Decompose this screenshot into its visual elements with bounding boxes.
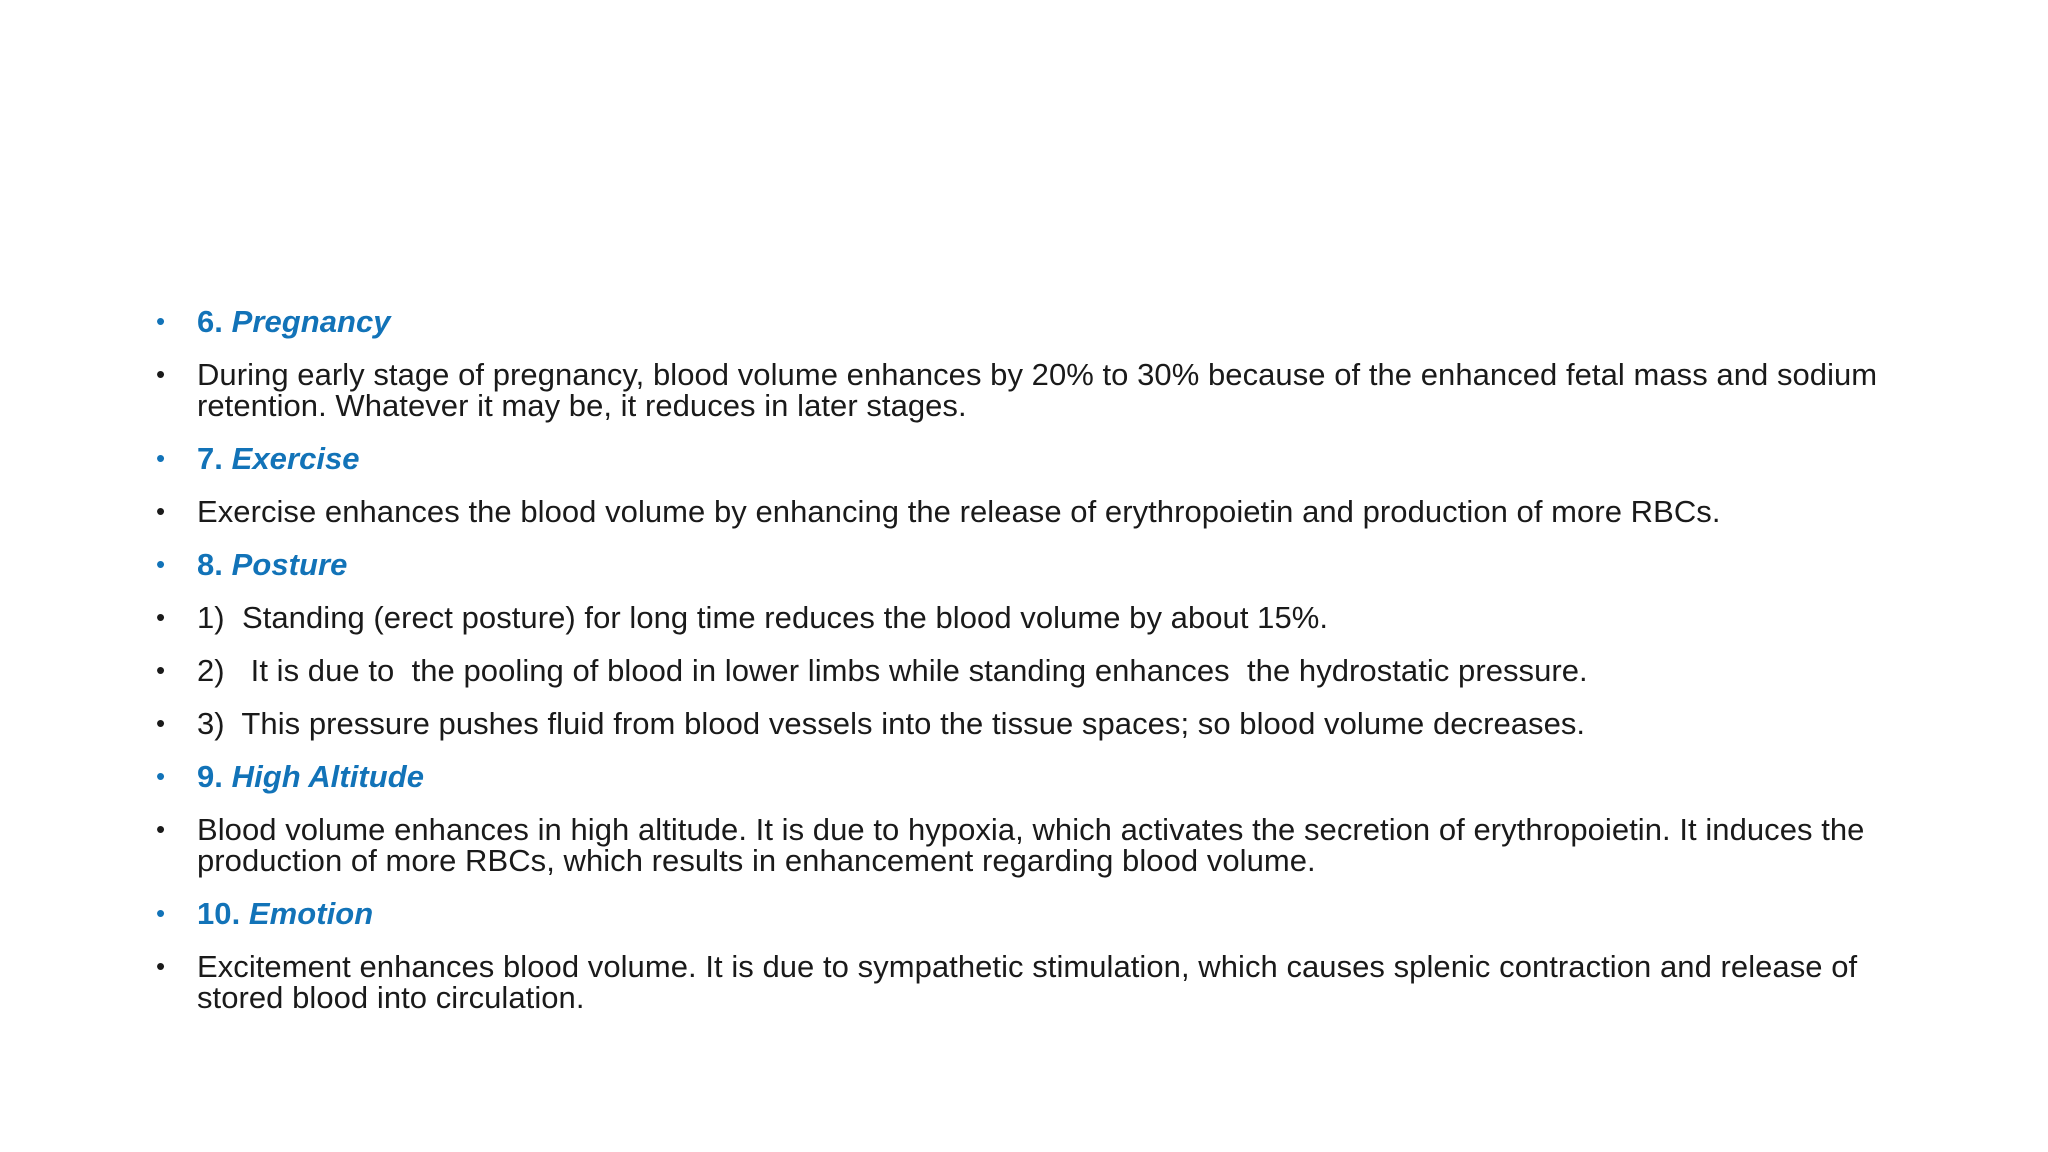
list-item-text: 2) It is due to the pooling of blood in lower limbs while standing enhances the hydrostatic pressure. (197, 653, 1588, 688)
list-item-text: Excitement enhances blood volume. It is due to sympathetic stimulation, which causes splenic contraction and release of stored blood into circulation. (197, 949, 1858, 1015)
heading-number: 8. (197, 547, 223, 582)
list-item-heading-exercise (150, 443, 1930, 474)
heading-topic: Exercise (231, 441, 360, 476)
heading-number: 10. (197, 896, 241, 931)
list-item (150, 602, 1930, 633)
list-item-text: 1) Standing (erect posture) for long time reduces the blood volume by about 15%. (197, 600, 1329, 635)
bullet-icon: • (156, 496, 166, 526)
list-item-heading-emotion (150, 898, 1930, 929)
heading-topic: Posture (231, 547, 348, 582)
bullet-icon: • (156, 443, 166, 473)
heading-topic: Emotion (248, 896, 374, 931)
heading-topic: High Altitude (231, 759, 424, 794)
bullet-icon: • (156, 655, 166, 685)
list-item (150, 708, 1930, 739)
bullet-list (150, 306, 1930, 1035)
list-item (150, 951, 1930, 1013)
heading-topic: Pregnancy (231, 304, 391, 339)
list-item (150, 496, 1930, 527)
list-item (150, 814, 1930, 876)
bullet-icon: • (156, 951, 166, 981)
heading-number: 7. (197, 441, 223, 476)
bullet-icon: • (156, 761, 166, 791)
list-item-heading-high-altitude (150, 761, 1930, 792)
list-item-heading-pregnancy (150, 306, 1930, 337)
bullet-icon: • (156, 708, 166, 738)
bullet-icon: • (156, 898, 166, 928)
bullet-icon: • (156, 306, 166, 336)
bullet-icon: • (156, 814, 166, 844)
heading-number: 6. (197, 304, 223, 339)
bullet-icon: • (156, 359, 166, 389)
bullet-icon: • (156, 549, 166, 579)
bullet-icon: • (156, 602, 166, 632)
heading-number: 9. (197, 759, 223, 794)
list-item-text: During early stage of pregnancy, blood volume enhances by 20% to 30% because of the enhanced fetal mass and sodium retention. Whatever it may be, it reduces in later stages. (197, 357, 1878, 423)
list-item-text: Blood volume enhances in high altitude. It is due to hypoxia, which activates the secretion of erythropoietin. It induces the production of more RBCs, which results in enhancement regarding blood volume. (197, 812, 1865, 878)
list-item-heading-posture (150, 549, 1930, 580)
list-item-text: Exercise enhances the blood volume by enhancing the release of erythropoietin and production of more RBCs. (197, 494, 1721, 529)
list-item (150, 655, 1930, 686)
list-item (150, 359, 1930, 421)
list-item-text: 3) This pressure pushes fluid from blood vessels into the tissue spaces; so blood volume decreases. (197, 706, 1586, 741)
